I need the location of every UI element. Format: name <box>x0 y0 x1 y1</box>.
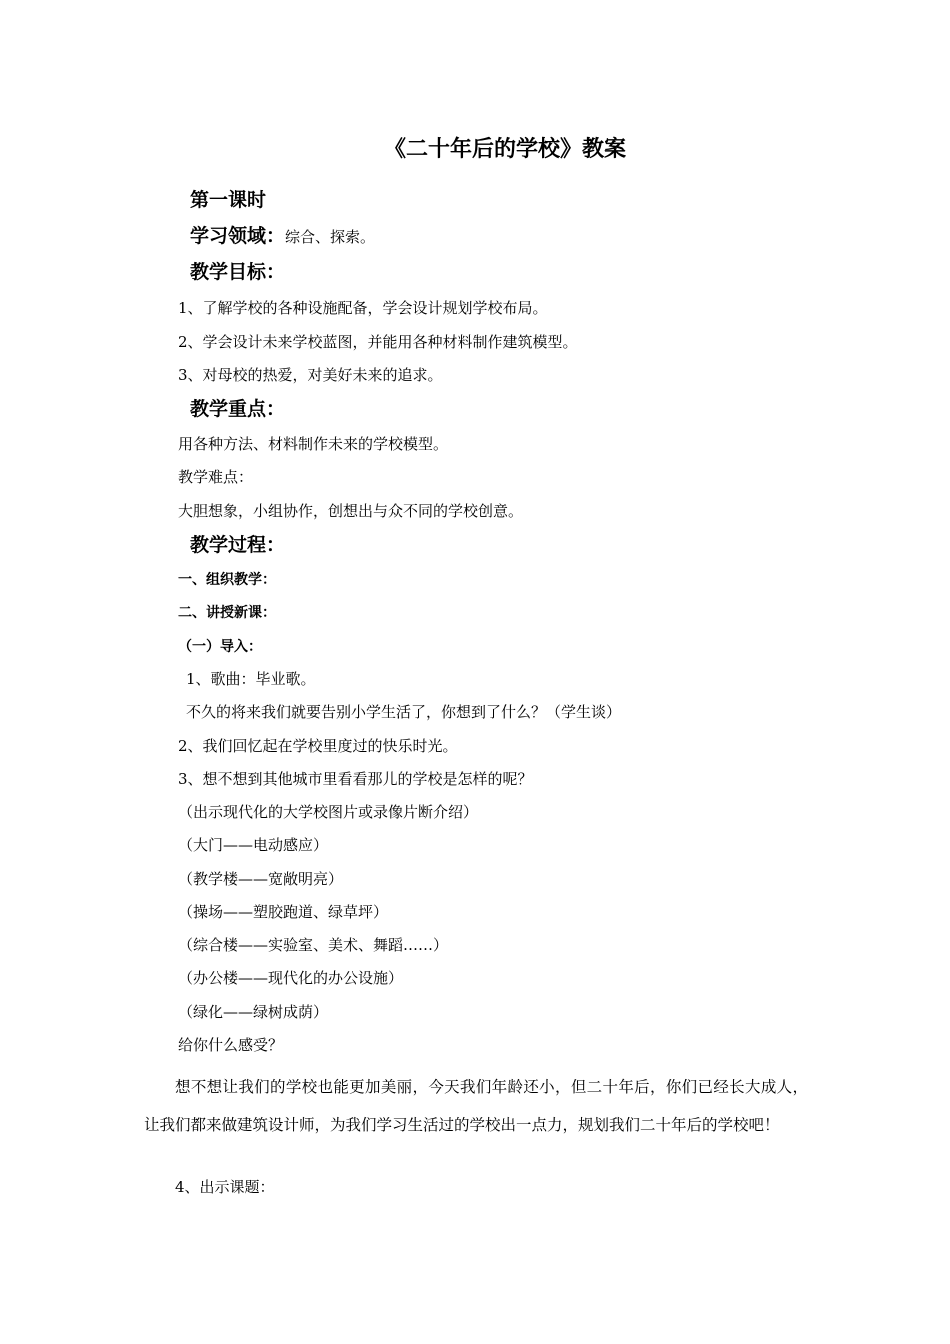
process-heading: 教学过程： <box>190 534 286 556</box>
difficulty-heading: 教学难点： <box>178 468 254 486</box>
intro-line: 不久的将来我们就要告别小学生活了，你想到了什么？（学生谈） <box>186 703 622 721</box>
objectives-heading: 教学目标： <box>190 261 286 283</box>
intro-line: （教学楼——宽敞明亮） <box>178 870 344 888</box>
lesson-heading: 第一课时 <box>190 189 267 211</box>
document-title: 《二十年后的学校》教案 <box>383 137 626 162</box>
intro-line: 1、歌曲：毕业歌。 <box>186 670 316 688</box>
objective-item: 2、学会设计未来学校蓝图，并能用各种材料制作建筑模型。 <box>178 333 578 351</box>
key-point: 用各种方法、材料制作未来的学校模型。 <box>178 435 449 453</box>
intro-line: （操场——塑胶跑道、绿草坪） <box>178 903 389 921</box>
sub-intro: （一）导入： <box>178 639 262 655</box>
difficulty-text: 大胆想象，小组协作，创想出与众不同的学校创意。 <box>178 502 524 520</box>
intro-line: 给你什么感受？ <box>178 1036 284 1054</box>
key-heading: 教学重点： <box>190 398 286 420</box>
intro-line: （大门——电动感应） <box>178 836 329 854</box>
intro-line: （办公楼——现代化的办公设施） <box>178 969 404 987</box>
field-value: 综合、探索。 <box>285 228 376 246</box>
item-show-topic: 4、出示课题： <box>175 1178 275 1196</box>
intro-line: （综合楼——实验室、美术、舞蹈……） <box>178 936 449 954</box>
objective-item: 1、了解学校的各种设施配备，学会设计规划学校布局。 <box>178 299 548 317</box>
intro-line: 2、我们回忆起在学校里度过的快乐时光。 <box>178 737 458 755</box>
body-paragraph: 想不想让我们的学校也能更加美丽，今天我们年龄还小，但二十年后，你们已经长大成人，让我们都来做建筑设计师，为我们学习生活过的学校出一点力，规划我们二十年后的学校吧！ <box>144 1078 808 1134</box>
field-label: 学习领域： <box>190 225 286 247</box>
step-new-lesson: 二、讲授新课： <box>178 605 276 621</box>
intro-line: （绿化——绿树成荫） <box>178 1003 329 1021</box>
intro-line: 3、想不想到其他城市里看看那儿的学校是怎样的呢？ <box>178 770 533 788</box>
field-row <box>190 224 375 249</box>
step-organize: 一、组织教学： <box>178 572 276 588</box>
intro-line: （出示现代化的大学校图片或录像片断介绍） <box>178 803 479 821</box>
objective-item: 3、对母校的热爱，对美好未来的追求。 <box>178 366 443 384</box>
